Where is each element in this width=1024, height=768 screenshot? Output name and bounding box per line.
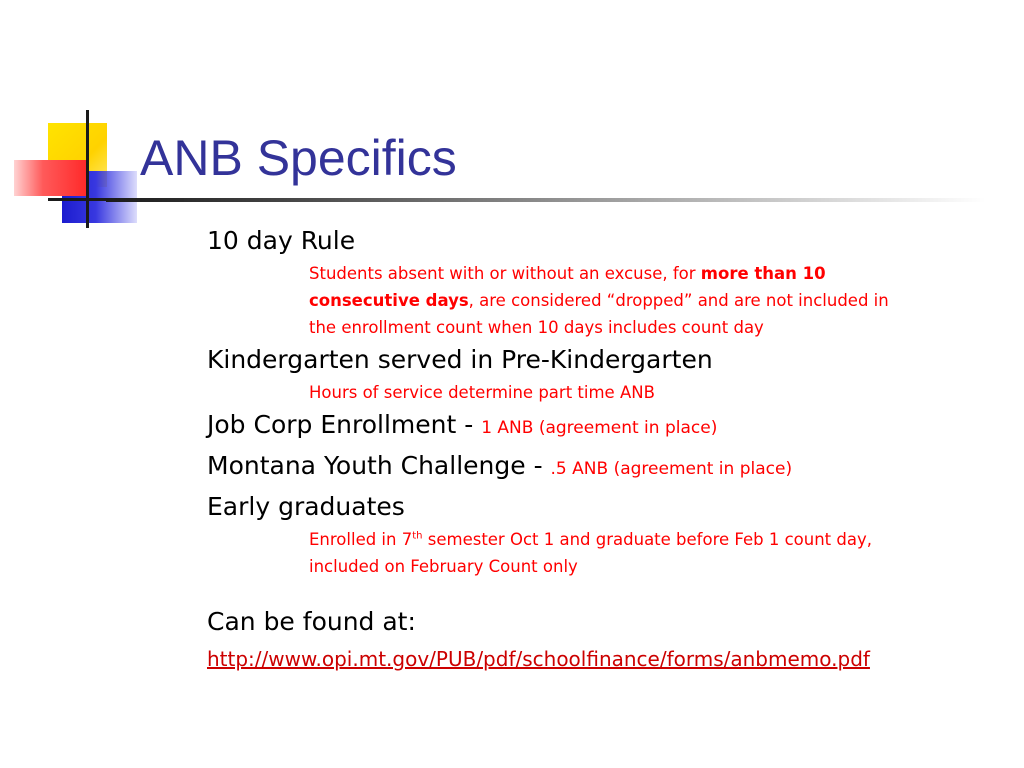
title-underline-rule bbox=[106, 198, 986, 202]
slide-title: ANB Specifics bbox=[140, 130, 457, 186]
slide-body bbox=[207, 222, 927, 677]
logo-horizontal-line bbox=[48, 198, 110, 201]
logo-red-bar bbox=[14, 160, 86, 196]
bullet-job-corp bbox=[207, 406, 927, 447]
bullet-montana-youth-note: .5 ANB (agreement in place) bbox=[550, 459, 793, 479]
note-10-day-rule bbox=[309, 260, 909, 341]
bullet-kindergarten: Kindergarten served in Pre-Kindergarten bbox=[207, 345, 713, 374]
note-10-day-rule-post: , are considered “dropped” and are not included in the enrollment count when 10 days includes count day bbox=[309, 291, 889, 337]
spacer bbox=[207, 580, 927, 603]
bullet-early-graduates: Early graduates bbox=[207, 492, 405, 521]
note-10-day-rule-pre: Students absent with or without an excuse, for bbox=[309, 264, 701, 283]
logo-vertical-line bbox=[86, 110, 89, 228]
bullet-montana-youth-heading: Montana Youth Challenge - bbox=[207, 451, 551, 480]
note-kindergarten: Hours of service determine part time ANB bbox=[309, 383, 655, 402]
found-at-label: Can be found at: bbox=[207, 607, 416, 636]
note-early-graduates-sup: th bbox=[412, 530, 423, 542]
anb-memo-link[interactable]: http://www.opi.mt.gov/PUB/pdf/schoolfinance/forms/anbmemo.pdf bbox=[207, 647, 870, 671]
note-early-graduates bbox=[309, 526, 909, 580]
bullet-montana-youth bbox=[207, 447, 927, 488]
bullet-10-day-rule: 10 day Rule bbox=[207, 226, 356, 255]
note-early-graduates-post: semester Oct 1 and graduate before Feb 1 count day, included on February Count only bbox=[309, 530, 872, 576]
bullet-job-corp-note: 1 ANB (agreement in place) bbox=[481, 418, 718, 438]
bullet-job-corp-heading: Job Corp Enrollment - bbox=[207, 410, 482, 439]
note-10-day-rule-bold: more than 10 consecutive days bbox=[309, 264, 826, 310]
note-early-graduates-pre: Enrolled in 7 bbox=[309, 530, 413, 549]
